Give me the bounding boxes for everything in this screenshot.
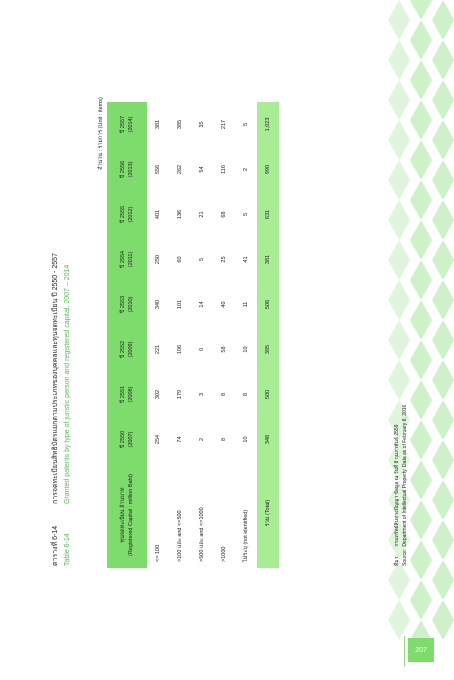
- table-cell: 381: [155, 119, 161, 130]
- header-year-english: (2010): [128, 296, 134, 313]
- header-year-1: [107, 372, 147, 417]
- header-capital-label-english: (Registered Capital : million Baht): [128, 474, 134, 556]
- table-cell: 74: [177, 436, 183, 443]
- decorative-triangle: [410, 620, 432, 640]
- table-number-english: Table 6-14: [64, 533, 71, 566]
- header-year-4: [107, 237, 147, 282]
- table-row: [191, 102, 213, 568]
- table-cell: 5: [243, 212, 249, 217]
- header-year-english: (2007): [128, 431, 134, 448]
- table-title-thai-text: การจดทะเบียนสิทธิบัตรแยกตามประเภทของบุคคลและทุนจดทะเบียน ปี 2550 - 2557: [52, 253, 59, 505]
- table-cell: 8: [221, 437, 227, 442]
- table-cell: 1,023: [257, 102, 279, 147]
- decorative-triangle: [388, 620, 410, 640]
- table-cell: 348: [257, 417, 279, 462]
- table-cell: 556: [155, 164, 161, 175]
- row-label: >1000: [221, 546, 227, 562]
- table-cell: 990: [257, 147, 279, 192]
- header-year-thai: ปี 2552: [120, 340, 126, 359]
- header-year-english: (2014): [128, 116, 134, 133]
- table-cell: 11: [243, 301, 249, 308]
- table-cell: 116: [221, 165, 227, 174]
- header-year-english: (2011): [128, 251, 134, 268]
- table-row: [213, 102, 235, 568]
- patent-table: [107, 102, 279, 568]
- source-english-text: Department of Intellectual Property. Data as of February 8, 2016: [402, 404, 408, 547]
- table-cell: 506: [257, 282, 279, 327]
- header-year-0: [107, 417, 147, 462]
- table-cell: 2: [199, 437, 205, 442]
- table-header-row: [107, 102, 147, 568]
- header-year-thai: ปี 2553: [120, 295, 126, 314]
- table-cell: 14: [199, 301, 205, 308]
- table-cell: 302: [155, 389, 161, 400]
- table-cell: 381: [257, 237, 279, 282]
- unit-note: จำนวน : รายการ (Unit : items): [98, 97, 104, 170]
- table-cell: 179: [177, 389, 183, 400]
- header-year-2: [107, 327, 147, 372]
- table-cell: 58: [221, 346, 227, 353]
- header-capital-label-thai: ทุนจดทะเบียน ล้านบาท: [120, 487, 126, 543]
- table-cell: 395: [257, 327, 279, 372]
- source-english-label: Source:: [402, 548, 408, 566]
- table-cell: 2: [243, 167, 249, 172]
- table-number-thai: ตารางที่ 6-14: [52, 525, 59, 566]
- table-cell: 500: [257, 372, 279, 417]
- header-year-english: (2008): [128, 386, 134, 403]
- header-year-thai: ปี 2555: [120, 205, 126, 224]
- table-title-english-text: Granted patents by type of juristic person and registered capital, 2007 – 2014: [64, 264, 71, 505]
- table-cell: 35: [199, 121, 205, 128]
- table-cell: 254: [155, 434, 161, 445]
- header-capital-label: [107, 462, 147, 568]
- table-row: [147, 102, 169, 568]
- table-cell: 250: [155, 254, 161, 265]
- table-cell: 136: [177, 209, 183, 220]
- table-cell: 5: [243, 122, 249, 127]
- table-cell: 340: [155, 299, 161, 310]
- table-cell: 60: [177, 256, 183, 263]
- table-cell: 40: [221, 301, 227, 308]
- table-cell: 21: [199, 211, 205, 218]
- row-label: >500 และ and <=1000: [199, 507, 205, 562]
- table-cell: 25: [221, 256, 227, 263]
- table-row: [235, 102, 257, 568]
- table-cell: 262: [177, 164, 183, 175]
- header-year-thai: ปี 2550: [120, 430, 126, 449]
- header-year-6: [107, 147, 147, 192]
- table-cell: 101: [177, 299, 183, 310]
- footer-divider: [404, 636, 405, 666]
- header-year-english: (2013): [128, 161, 134, 178]
- table-cell: 0: [199, 347, 205, 352]
- header-year-english: (2009): [128, 341, 134, 358]
- header-year-english: (2012): [128, 206, 134, 223]
- decorative-triangle: [432, 620, 454, 640]
- header-year-thai: ปี 2557: [120, 115, 126, 134]
- row-label: <= 100: [155, 544, 161, 562]
- table-cell: 106: [177, 344, 183, 355]
- source-english: [402, 405, 408, 566]
- table-cell: 217: [221, 119, 227, 130]
- source-thai-label: ที่มา:: [394, 555, 400, 566]
- table-cell: 8: [243, 392, 249, 397]
- table-cell: 5: [199, 257, 205, 262]
- row-label: รวม (Total): [257, 462, 279, 568]
- table-cell: 68: [221, 211, 227, 218]
- header-year-3: [107, 282, 147, 327]
- table-cell: 10: [243, 346, 249, 353]
- row-label: ไม่ระบุ (not identified): [243, 509, 249, 562]
- header-year-5: [107, 192, 147, 237]
- table-cell: 385: [177, 119, 183, 130]
- header-year-thai: ปี 2554: [120, 250, 126, 269]
- total-row: [257, 102, 279, 568]
- table-cell: 3: [199, 392, 205, 397]
- table-cell: 631: [257, 192, 279, 237]
- table-cell: 41: [243, 256, 249, 263]
- table-cell: 401: [155, 209, 161, 220]
- row-label: >100 และ and <=500: [177, 510, 183, 562]
- header-year-thai: ปี 2556: [120, 160, 126, 179]
- header-year-thai: ปี 2551: [120, 385, 126, 404]
- table-body: [147, 102, 279, 568]
- page-number: 207: [408, 638, 434, 662]
- table-row: [169, 102, 191, 568]
- source-thai-text: กรมทรัพย์สินทางปัญญา ข้อมูล ณ วันที่ 8 กุมภาพันธ์ 2559: [394, 424, 400, 547]
- table-cell: 10: [243, 436, 249, 443]
- table-cell: 8: [221, 392, 227, 397]
- table-cell: 54: [199, 166, 205, 173]
- table-title-english: [64, 265, 71, 566]
- source-thai: [393, 425, 401, 567]
- table-title-thai: [50, 253, 61, 566]
- header-year-7: [107, 102, 147, 147]
- table-cell: 221: [155, 344, 161, 355]
